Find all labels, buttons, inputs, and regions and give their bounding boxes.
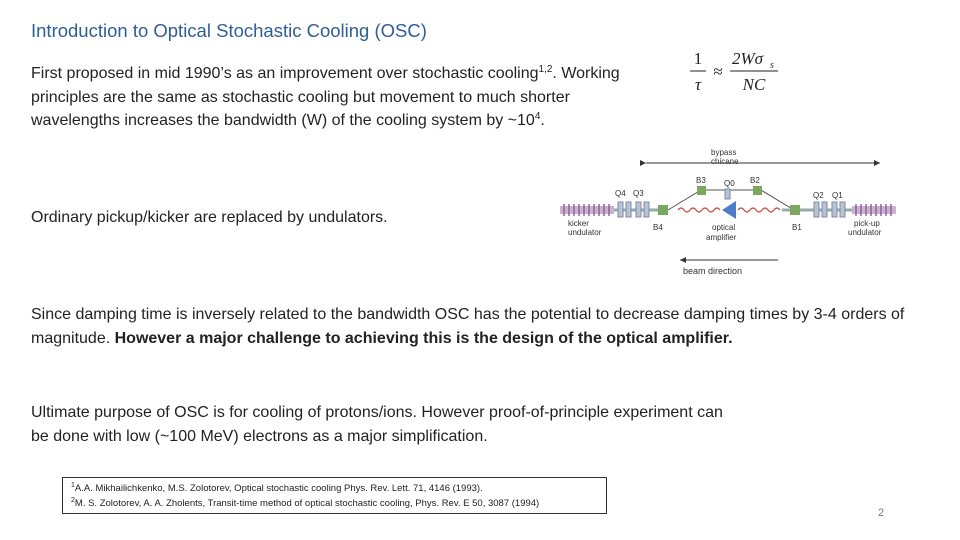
quadrupole-q2b-icon	[822, 202, 827, 217]
dipole-b2-icon	[753, 186, 762, 195]
label-b1: B1	[792, 223, 802, 232]
bypass-label-2: chicane	[711, 157, 739, 166]
purpose-paragraph: Ultimate purpose of OSC is for cooling of protons/ions. However proof-of-principle experiment can be done with low (~100 MeV) electrons as a major simplification.	[31, 404, 723, 445]
formula-rhs-den: NC	[742, 75, 766, 94]
dipole-b3-icon	[697, 186, 706, 195]
beam-direction-label: beam direction	[683, 266, 743, 276]
references-box	[62, 477, 607, 514]
page-number: 2	[878, 507, 885, 519]
formula-rhs-num: 2Wσ	[732, 49, 764, 68]
label-b2: B2	[750, 176, 760, 185]
formula-approx: ≈	[713, 62, 723, 81]
slide-title: Introduction to Optical Stochastic Cooling (OSC)	[31, 20, 427, 41]
intro-text-b: . Working principles are the same as stochastic cooling but movement to much shorter wavelengths increases the bandwidth (W) of the cooling system by ~10	[31, 65, 620, 129]
reference-1	[71, 481, 598, 496]
reference-2-num: 2	[71, 497, 75, 504]
label-q3: Q3	[633, 189, 644, 198]
label-q1: Q1	[832, 191, 843, 200]
bypass-label-1: bypass	[711, 148, 737, 157]
kicker-label-1: kicker	[568, 219, 589, 228]
optical-amplifier-icon	[722, 201, 736, 219]
intro-paragraph	[31, 62, 631, 133]
undulator-paragraph: Ordinary pickup/kicker are replaced by undulators.	[31, 209, 388, 226]
quadrupole-q3-icon	[636, 202, 641, 217]
quadrupole-q3b-icon	[644, 202, 649, 217]
dipole-b4-icon	[658, 205, 668, 215]
dipole-b1-icon	[790, 205, 800, 215]
damping-bold-text: However a major challenge to achieving this is the design of the optical amplifier.	[114, 329, 733, 347]
quadrupole-q4-icon	[618, 202, 623, 217]
kicker-undulator-icon	[560, 204, 614, 216]
pickup-label-2: undulator	[848, 228, 882, 237]
pickup-undulator-icon	[852, 204, 896, 216]
amplifier-label-1: optical	[712, 223, 736, 232]
quadrupole-q2-icon	[814, 202, 819, 217]
label-q2: Q2	[813, 191, 824, 200]
kicker-label-2: undulator	[568, 228, 602, 237]
intro-text-a: First proposed in mid 1990’s as an improvement over stochastic cooling	[31, 65, 539, 82]
reference-1-text: A.A. Mikhailichkenko, M.S. Zolotorev, Optical stochastic cooling Phys. Rev. Lett. 71, 4146 (1993).	[74, 483, 483, 494]
intro-citation: 1,2	[538, 64, 553, 75]
quadrupole-q4b-icon	[626, 202, 631, 217]
label-q4: Q4	[615, 189, 626, 198]
damping-formula	[686, 46, 796, 100]
damping-paragraph	[31, 303, 911, 350]
formula-rhs-sub: s	[770, 60, 774, 71]
reference-1-num: 1	[71, 482, 75, 489]
intro-exponent: 4	[534, 111, 541, 122]
intro-text-c: .	[540, 112, 545, 129]
reference-2	[71, 496, 598, 511]
damping-text: Since damping time is inversely related to the bandwidth OSC has the potential to decrease damping times by 3-4 orders of magnitude.	[31, 306, 905, 347]
quadrupole-q1b-icon	[840, 202, 845, 217]
pickup-label-1: pick-up	[854, 219, 880, 228]
quadrupole-q0-icon	[725, 189, 730, 199]
label-b4: B4	[653, 223, 663, 232]
light-path	[678, 208, 720, 212]
amplifier-label-2: amplifier	[706, 233, 737, 242]
formula-lhs-den: τ	[694, 75, 702, 94]
osc-schematic-diagram	[556, 146, 901, 280]
reference-2-text: M. S. Zolotorev, A. A. Zholents, Transit-time method of optical stochastic cooling, Phys. Rev. E 50, 3087 (1994)	[74, 498, 540, 509]
label-b3: B3	[696, 176, 706, 185]
label-q0: Q0	[724, 179, 735, 188]
formula-lhs-num: 1	[693, 49, 703, 68]
quadrupole-q1-icon	[832, 202, 837, 217]
